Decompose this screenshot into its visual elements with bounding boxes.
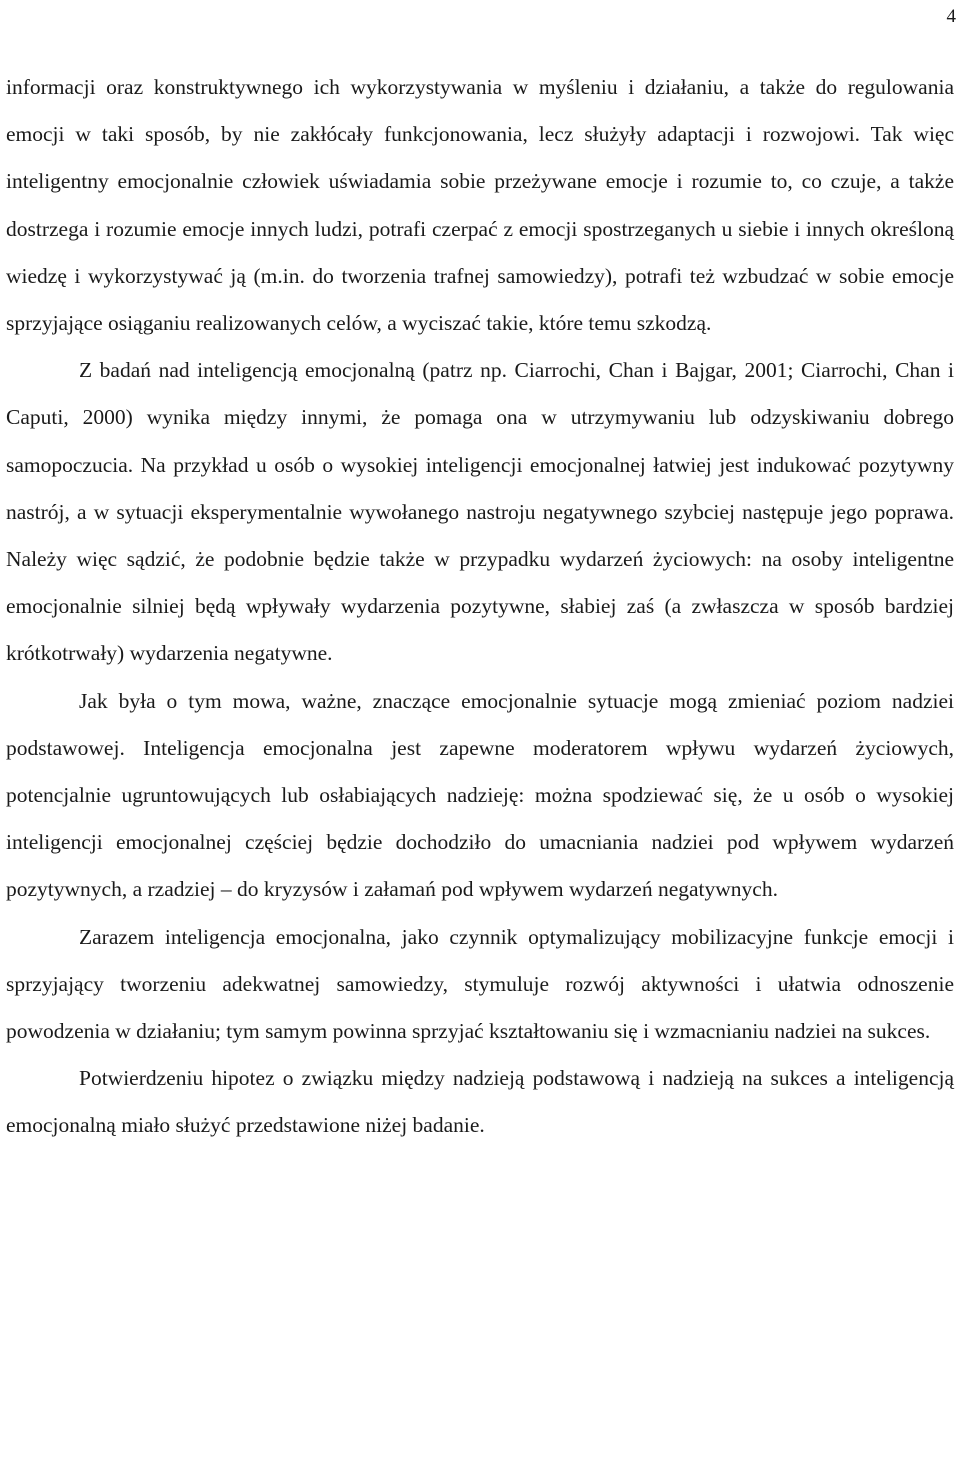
paragraph-continuation: informacji oraz konstruktywnego ich wykorzystywania w myśleniu i działaniu, a także do regulowania emocji w taki sposób, by nie zakłócały funkcjonowania, lecz służyły adaptacji i rozwojowi. Tak więc inteligentny emocjonalnie człowiek uświadamia sobie przeżywane emocje i rozumie to, co czuje, a także dostrzega i rozumie emocje innych ludzi, potrafi czerpać z emocji spostrzeganych u siebie i innych określoną wiedzę i wykorzystywać ją (m.in. do tworzenia trafnej samowiedzy), potrafi też wzbudzać w sobie emocje sprzyjające osiąganiu realizowanych celów, a wyciszać takie, które temu szkodzą. [6,75,954,336]
page-number: 4 [946,6,956,27]
paragraph-mobilization: Zarazem inteligencja emocjonalna, jako czynnik optymalizujący mobilizacyjne funkcje emocji i sprzyjający tworzeniu adekwatnej samowiedzy, stymuluje rozwój aktywności i ułatwia odnoszenie powodzenia w działaniu; tym samym powinna sprzyjać kształtowaniu się i wzmacnianiu nadziei na sukces. [6,924,954,1044]
paragraph-research-findings: Z badań nad inteligencją emocjonalną (patrz np. Ciarrochi, Chan i Bajgar, 2001; Ciarrochi, Chan i Caputi, 2000) wynika między innymi, że pomaga ona w utrzymywaniu lub odzyskiwaniu dobrego samopoczucia. Na przykład u osób o wysokiej inteligencji emocjonalnej łatwiej jest indukować pozytywny nastrój, a w sytuacji eksperymentalnie wywołanego nastroju negatywnego szybciej następuje jego poprawa. Należy więc sądzić, że podobnie będzie także w przypadku wydarzeń życiowych: na osoby inteligentne emocjonalnie silniej będą wpływały wydarzenia pozytywne, słabiej zaś (a zwłaszcza w sposób bardziej krótkotrwały) wydarzenia negatywne. [6,358,954,666]
paragraph-basic-hope: Jak była o tym mowa, ważne, znaczące emocjonalnie sytuacje mogą zmieniać poziom nadziei podstawowej. Inteligencja emocjonalna jest zapewne moderatorem wpływu wydarzeń życiowych, potencjalnie ugruntowujących lub osłabiających nadzieję: można spodziewać się, że u osób o wysokiej inteligencji emocjonalnej częściej będzie dochodziło do umacniania nadziei pod wpływem wydarzeń pozytywnych, a rzadziej – do kryzysów i załamań pod wpływem wydarzeń negatywnych. [6,688,954,902]
paragraph-hypotheses: Potwierdzeniu hipotez o związku między nadzieją podstawową i nadzieją na sukces a inteligencją emocjonalną miało służyć przedstawione niżej badanie. [6,1066,954,1138]
document-body [6,64,954,1150]
